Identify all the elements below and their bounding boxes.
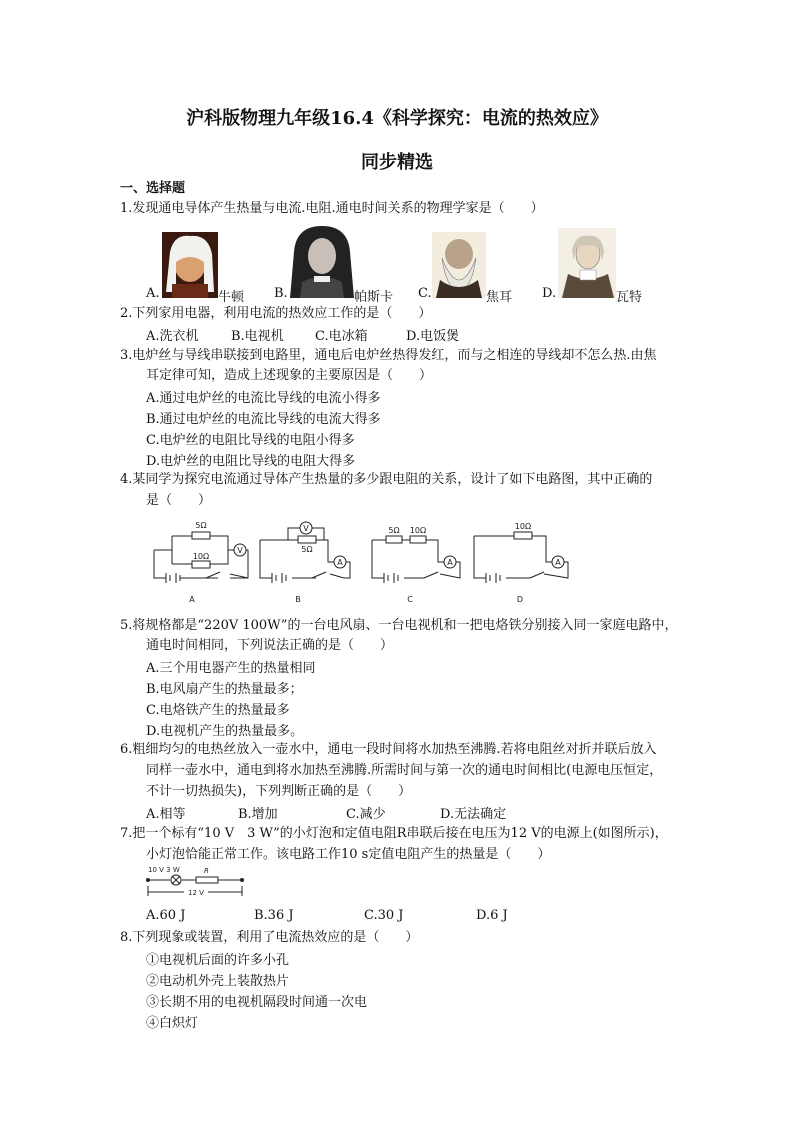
section-heading: 一、选择题 <box>120 181 186 196</box>
document-title: 沪科版物理九年级16.4《科学探究：电流的热效应》 <box>186 108 608 129</box>
q3-option-d[interactable]: D.电炉丝的电阻比导线的电阻大得多 <box>146 454 356 469</box>
question-4-stem-line2: 是（ ） <box>146 493 212 508</box>
question-7-stem-line1: 7.把一个标有“10 V 3 W”的小灯泡和定值电阻R串联后接在电压为12 V的电源上(如图所示)， <box>120 826 668 841</box>
q1-option-d-name: 瓦特 <box>616 290 643 305</box>
q7-resistor-label: R <box>204 867 209 875</box>
question-1-stem: 1.发现通电导体产生热量与电流.电阻.通电时间关系的物理学家是（ ） <box>120 201 544 216</box>
circuit-c-r2-label: 10Ω <box>409 526 427 535</box>
q5-option-c[interactable]: C.电烙铁产生的热量最多 <box>146 703 290 718</box>
q5-option-d[interactable]: D.电视机产生的热量最多。 <box>146 724 304 739</box>
q7-option-a[interactable]: A.60 J <box>146 908 186 923</box>
q6-option-a[interactable]: A.相等 <box>146 807 186 822</box>
circuit-a-meter: V <box>237 546 243 555</box>
q1-option-c-name: 焦耳 <box>486 290 513 305</box>
q7-option-c[interactable]: C.30 J <box>364 908 404 923</box>
q6-option-d[interactable]: D.无法确定 <box>440 807 507 822</box>
circuit-a-r2-label: 10Ω <box>192 552 210 561</box>
q1-option-d[interactable]: D. <box>542 286 557 301</box>
newton-portrait <box>162 232 218 298</box>
q2-option-b[interactable]: B.电视机 <box>231 329 284 344</box>
q3-option-a[interactable]: A.通过电炉丝的电流比导线的电流小得多 <box>146 391 381 406</box>
question-5-stem-line2: 通电时间相同，下列说法正确的是（ ） <box>146 638 394 653</box>
circuit-b-r-label: 5Ω <box>301 545 313 554</box>
circuit-d-caption[interactable]: D <box>516 595 524 604</box>
circuit-d <box>474 532 568 583</box>
q2-option-a[interactable]: A.洗衣机 <box>146 329 199 344</box>
q8-item-2[interactable]: ②电动机外壳上装散热片 <box>146 974 290 989</box>
circuit-d-meter: A <box>555 558 561 567</box>
circuit-d-r-label: 10Ω <box>514 522 532 531</box>
q5-option-a[interactable]: A.三个用电器产生的热量相同 <box>146 661 316 676</box>
q1-option-b[interactable]: B. <box>274 286 288 301</box>
question-6-stem-line3: 不计一切热损失)，下列判断正确的是（ ） <box>146 784 412 799</box>
question-6-stem-line2: 同样一壶水中，通电到将水加热至沸腾.所需时间与第一次的通电时间相比(电源电压恒定， <box>146 763 663 778</box>
q2-option-c[interactable]: C.电冰箱 <box>315 329 368 344</box>
circuit-c-caption[interactable]: C <box>407 595 413 604</box>
circuit-a-r1-label: 5Ω <box>195 521 207 530</box>
q8-item-3[interactable]: ③长期不用的电视机隔段时间通一次电 <box>146 995 368 1010</box>
circuit-a-caption[interactable]: A <box>189 595 195 604</box>
q8-item-4[interactable]: ④白炽灯 <box>146 1016 199 1031</box>
q2-option-d[interactable]: D.电饭煲 <box>406 329 460 344</box>
joule-portrait <box>432 232 486 298</box>
question-8-stem: 8.下列现象或装置，利用了电流热效应的是（ ） <box>120 930 419 945</box>
q7-voltage-label: 12 V <box>188 889 204 897</box>
question-3-stem-line2: 耳定律可知，造成上述现象的主要原因是（ ） <box>146 368 433 383</box>
pascal-portrait <box>288 222 356 298</box>
q1-option-b-name: 帕斯卡 <box>354 290 394 305</box>
q8-item-1[interactable]: ①电视机后面的许多小孔 <box>146 953 290 968</box>
document-subtitle: 同步精选 <box>361 152 433 173</box>
circuit-diagrams <box>148 514 588 608</box>
question-2-stem: 2.下列家用电器，利用电流的热效应工作的是（ ） <box>120 306 432 321</box>
q1-option-c[interactable]: C. <box>418 286 432 301</box>
q3-option-c[interactable]: C.电炉丝的电阻比导线的电阻小得多 <box>146 433 355 448</box>
watt-portrait <box>558 228 616 298</box>
circuit-c-r1-label: 5Ω <box>388 526 400 535</box>
question-6-stem-line1: 6.粗细均匀的电热丝放入一壶水中，通电一段时间将水加热至沸腾.若将电阻丝对折并联后放入 <box>120 742 657 757</box>
q7-option-d[interactable]: D.6 J <box>476 908 508 923</box>
circuit-c-meter: A <box>447 558 453 567</box>
circuit-b-meter2: A <box>337 558 343 567</box>
q7-option-b[interactable]: B.36 J <box>254 908 294 923</box>
question-4-stem-line1: 4.某同学为探究电流通过导体产生热量的多少跟电阻的关系，设计了如下电路图，其中正确的 <box>120 472 653 487</box>
question-5-stem-line1: 5.将规格都是“220V 100W”的一台电风扇、一台电视机和一把电烙铁分别接入同一家庭电路中， <box>120 618 678 633</box>
q5-option-b[interactable]: B.电风扇产生的热量最多； <box>146 682 303 697</box>
q7-circuit-figure <box>146 864 250 904</box>
question-3-stem-line1: 3.电炉丝与导线串联接到电路里，通电后电炉丝热得发红，而与之相连的导线却不怎么热.由焦 <box>120 348 657 363</box>
circuit-b-meter1: V <box>303 524 309 533</box>
q1-option-a[interactable]: A. <box>146 286 160 301</box>
q6-option-c[interactable]: C.减少 <box>346 807 386 822</box>
circuit-b-caption[interactable]: B <box>295 595 301 604</box>
q6-option-b[interactable]: B.增加 <box>238 807 278 822</box>
q1-option-a-name: 牛顿 <box>218 290 245 305</box>
q3-option-b[interactable]: B.通过电炉丝的电流比导线的电流大得多 <box>146 412 381 427</box>
q7-lamp-label: 10 V 3 W <box>148 866 180 874</box>
question-7-stem-line2: 小灯泡恰能正常工作。该电路工作10 s定值电阻产生的热量是（ ） <box>146 847 551 862</box>
